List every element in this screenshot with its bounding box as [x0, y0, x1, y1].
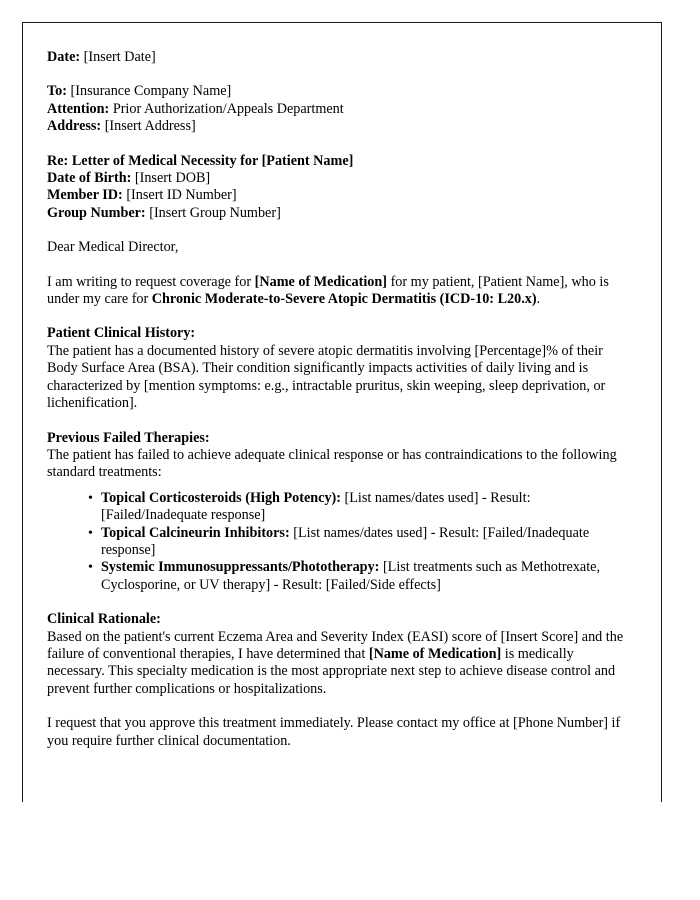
attention-label: Attention: — [47, 100, 110, 117]
list-item-title: Systemic Immunosuppressants/Phototherapy: — [101, 559, 380, 576]
failed-therapies-intro: The patient has failed to achieve adequate clinical response or has contraindications to the following standard treatments: — [47, 446, 617, 481]
address-label: Address: — [47, 118, 102, 135]
rationale-part1: Based on the patient's current Eczema Area and Severity Index (EASI) score of [Insert Score] and the failure of conventional therapies, I have determined that — [47, 628, 624, 662]
list-item-title: Topical Calcineurin Inhibitors: — [101, 524, 290, 541]
list-item — [89, 490, 635, 525]
failed-therapies-list — [47, 490, 635, 594]
clinical-history-heading: Patient Clinical History: — [47, 325, 196, 342]
rationale-part2: is medically necessary. This specialty medication is the most appropriate next step to achieve disease control and prevent further complications or hospitalizations. — [47, 645, 616, 697]
spacer — [47, 698, 635, 715]
subject-member-id-line — [47, 187, 635, 204]
subject-re-line: Re: Letter of Medical Necessity for [Patient Name] — [47, 152, 354, 169]
dob-label: Date of Birth: — [47, 170, 132, 187]
opening-medication-name: [Name of Medication] — [254, 273, 388, 290]
group-number-label: Group Number: — [47, 204, 146, 221]
attention-value: Prior Authorization/Appeals Department — [112, 100, 344, 117]
subject-group-number-line — [47, 205, 635, 222]
opening-diagnosis: Chronic Moderate-to-Severe Atopic Dermatitis (ICD-10: L20.x) — [151, 291, 537, 308]
opening-part3: . — [536, 291, 541, 308]
bullet-icon: • — [88, 490, 93, 506]
opening-part1: I am writing to request coverage for — [47, 273, 255, 290]
spacer — [47, 66, 635, 83]
to-label: To: — [47, 83, 67, 100]
to-value: [Insurance Company Name] — [70, 83, 232, 100]
closing-paragraph: I request that you approve this treatment immediately. Please contact my office at [Phone Number] if you require further clinical documentation. — [47, 715, 621, 749]
clinical-rationale-heading: Clinical Rationale: — [47, 611, 161, 628]
failed-therapies-heading: Previous Failed Therapies: — [47, 429, 210, 446]
bullet-icon: • — [88, 525, 93, 541]
recipient-attention-line — [47, 101, 635, 118]
spacer — [47, 482, 635, 490]
list-item-detail: [List names/dates used] - Result: [Failed/Inadequate response] — [101, 524, 590, 558]
opening-part2: for my patient, [Patient Name], who is under my care for — [47, 273, 609, 308]
clinical-rationale-body — [47, 629, 635, 699]
address-value: [Insert Address] — [104, 118, 196, 135]
date-value: [Insert Date] — [83, 49, 156, 65]
document-page — [22, 22, 662, 802]
clinical-history-body: The patient has a documented history of severe atopic dermatitis involving [Percentage]% of their Body Surface Area (BSA). Their condition significantly impacts activities of daily living and is characterized by [mention symptoms: e.g., intractable pruritus, skin weeping, sleep deprivation, or lichenification]. — [47, 342, 606, 412]
subject-dob-line — [47, 170, 635, 187]
opening-paragraph — [47, 274, 635, 309]
list-item-title: Topical Corticosteroids (High Potency): — [101, 489, 341, 506]
recipient-address-line — [47, 118, 635, 135]
recipient-to-line — [47, 83, 635, 100]
salutation: Dear Medical Director, — [47, 239, 179, 256]
rationale-medication-name: [Name of Medication] — [368, 645, 502, 662]
spacer — [47, 257, 635, 274]
member-id-label: Member ID: — [47, 187, 123, 204]
list-item — [89, 525, 635, 560]
dob-value: [Insert DOB] — [134, 170, 211, 187]
document-content — [23, 23, 661, 750]
member-id-value: [Insert ID Number] — [126, 187, 237, 204]
spacer — [47, 136, 635, 153]
spacer — [47, 594, 635, 611]
bullet-icon: • — [88, 560, 93, 576]
list-item-detail: [List treatments such as Methotrexate, Cyclosporine, or UV therapy] - Result: [Failed/Side effects] — [101, 559, 601, 593]
spacer — [47, 222, 635, 239]
spacer — [47, 308, 635, 325]
date-line — [47, 49, 635, 66]
date-label: Date: — [47, 49, 81, 65]
spacer — [47, 413, 635, 430]
list-item — [89, 559, 635, 594]
list-item-detail: [List names/dates used] - Result: [Failed/Inadequate response] — [101, 489, 531, 524]
group-number-value: [Insert Group Number] — [149, 204, 281, 221]
